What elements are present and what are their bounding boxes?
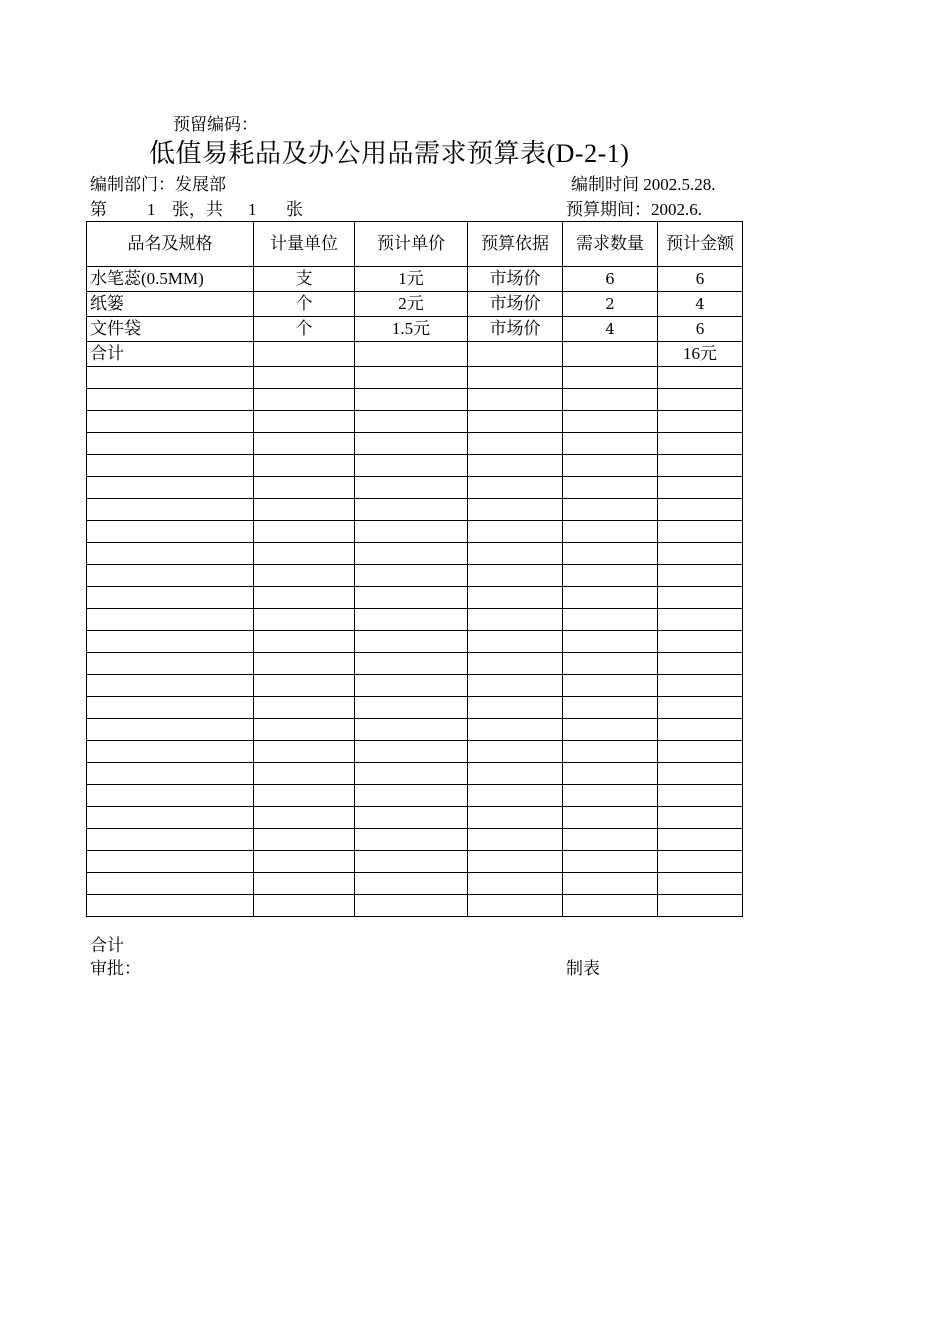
empty-cell <box>254 829 355 851</box>
empty-cell <box>658 631 743 653</box>
table-row <box>87 292 743 317</box>
empty-cell <box>563 719 658 741</box>
empty-cell <box>87 807 254 829</box>
cell-unit: 支 <box>254 267 355 292</box>
empty-cell <box>254 653 355 675</box>
cell-unit: 个 <box>254 292 355 317</box>
header-item-name: 品名及规格 <box>87 222 254 267</box>
empty-cell <box>87 455 254 477</box>
empty-cell <box>355 609 468 631</box>
empty-cell <box>87 631 254 653</box>
empty-cell <box>658 785 743 807</box>
empty-cell <box>658 807 743 829</box>
empty-cell <box>87 829 254 851</box>
empty-cell <box>658 389 743 411</box>
empty-cell <box>87 741 254 763</box>
header-amount: 预计金额 <box>658 222 743 267</box>
cell-total-amount: 16元 <box>658 342 743 367</box>
empty-cell <box>87 389 254 411</box>
empty-cell <box>355 697 468 719</box>
empty-cell <box>254 609 355 631</box>
cell-amount: 6 <box>658 267 743 292</box>
empty-cell <box>355 675 468 697</box>
empty-cell <box>254 851 355 873</box>
cell-item-name: 纸篓 <box>87 292 254 317</box>
empty-cell <box>658 499 743 521</box>
empty-cell <box>563 609 658 631</box>
empty-table-row <box>87 367 743 389</box>
empty-cell <box>468 763 563 785</box>
empty-cell <box>254 587 355 609</box>
empty-cell <box>87 697 254 719</box>
empty-cell <box>563 675 658 697</box>
empty-cell <box>468 785 563 807</box>
empty-cell <box>355 477 468 499</box>
empty-cell <box>254 697 355 719</box>
empty-cell <box>563 807 658 829</box>
table-row <box>87 267 743 292</box>
empty-cell <box>658 543 743 565</box>
empty-cell <box>254 367 355 389</box>
empty-table-row <box>87 653 743 675</box>
empty-cell <box>87 719 254 741</box>
empty-cell <box>87 543 254 565</box>
empty-cell <box>563 895 658 917</box>
empty-cell <box>468 499 563 521</box>
empty-cell <box>658 609 743 631</box>
empty-table-row <box>87 697 743 719</box>
empty-table-row <box>87 455 743 477</box>
empty-cell <box>563 477 658 499</box>
empty-cell <box>355 719 468 741</box>
approve-label: 审批： <box>90 959 141 978</box>
empty-cell <box>658 587 743 609</box>
empty-cell <box>658 851 743 873</box>
empty-cell <box>658 697 743 719</box>
empty-cell <box>563 829 658 851</box>
empty-cell <box>254 873 355 895</box>
empty-cell <box>87 587 254 609</box>
empty-cell <box>468 433 563 455</box>
empty-cell <box>658 741 743 763</box>
empty-cell <box>658 675 743 697</box>
prepared-by-label: 制表 <box>566 959 600 978</box>
empty-cell <box>355 455 468 477</box>
empty-cell <box>87 499 254 521</box>
empty-cell <box>563 741 658 763</box>
empty-cell <box>563 543 658 565</box>
empty-cell <box>355 895 468 917</box>
empty-cell <box>468 565 563 587</box>
cell-quantity: 4 <box>563 317 658 342</box>
empty-cell <box>87 433 254 455</box>
empty-cell <box>468 697 563 719</box>
empty-table-row <box>87 543 743 565</box>
empty-cell <box>355 873 468 895</box>
empty-cell <box>563 763 658 785</box>
empty-table-row <box>87 741 743 763</box>
empty-cell <box>468 521 563 543</box>
empty-cell <box>254 763 355 785</box>
empty-cell <box>355 587 468 609</box>
empty-cell <box>468 873 563 895</box>
cell-quantity <box>563 342 658 367</box>
empty-cell <box>658 829 743 851</box>
empty-cell <box>355 367 468 389</box>
empty-cell <box>468 741 563 763</box>
empty-cell <box>563 653 658 675</box>
empty-cell <box>355 829 468 851</box>
page-title: 低值易耗品及办公用品需求预算表(D-2-1) <box>149 139 630 168</box>
empty-cell <box>658 477 743 499</box>
empty-cell <box>254 785 355 807</box>
empty-cell <box>355 521 468 543</box>
empty-cell <box>87 367 254 389</box>
empty-cell <box>254 521 355 543</box>
empty-cell <box>254 411 355 433</box>
empty-cell <box>468 829 563 851</box>
empty-cell <box>87 895 254 917</box>
empty-cell <box>254 389 355 411</box>
empty-cell <box>355 763 468 785</box>
empty-cell <box>563 433 658 455</box>
empty-table-row <box>87 433 743 455</box>
empty-cell <box>563 851 658 873</box>
empty-table-row <box>87 719 743 741</box>
sheet-total-number: 1 <box>248 200 257 219</box>
table-total-row <box>87 342 743 367</box>
empty-table-row <box>87 807 743 829</box>
cell-basis: 市场价 <box>468 267 563 292</box>
empty-cell <box>658 521 743 543</box>
empty-table-row <box>87 499 743 521</box>
sheet-di-label: 第 <box>90 200 107 219</box>
empty-table-row <box>87 609 743 631</box>
empty-table-row <box>87 675 743 697</box>
empty-cell <box>563 499 658 521</box>
cell-basis: 市场价 <box>468 317 563 342</box>
empty-cell <box>658 367 743 389</box>
empty-cell <box>563 389 658 411</box>
empty-cell <box>355 631 468 653</box>
cell-amount: 4 <box>658 292 743 317</box>
empty-cell <box>87 763 254 785</box>
empty-table-row <box>87 587 743 609</box>
cell-quantity: 6 <box>563 267 658 292</box>
empty-cell <box>254 807 355 829</box>
empty-cell <box>355 741 468 763</box>
empty-cell <box>468 653 563 675</box>
empty-cell <box>254 455 355 477</box>
empty-cell <box>468 367 563 389</box>
empty-table-row <box>87 851 743 873</box>
empty-cell <box>87 873 254 895</box>
empty-cell <box>563 587 658 609</box>
reserve-code-label: 预留编码： <box>173 115 258 134</box>
empty-cell <box>355 785 468 807</box>
empty-cell <box>355 565 468 587</box>
empty-cell <box>658 895 743 917</box>
empty-cell <box>658 411 743 433</box>
cell-unit-price <box>355 342 468 367</box>
empty-cell <box>355 499 468 521</box>
empty-cell <box>254 895 355 917</box>
empty-cell <box>563 785 658 807</box>
empty-cell <box>355 807 468 829</box>
empty-cell <box>658 719 743 741</box>
empty-table-row <box>87 631 743 653</box>
empty-cell <box>468 455 563 477</box>
empty-table-row <box>87 895 743 917</box>
empty-cell <box>468 609 563 631</box>
sheet-zhang-label: 张 <box>286 200 303 219</box>
cell-basis <box>468 342 563 367</box>
empty-cell <box>658 455 743 477</box>
empty-cell <box>563 367 658 389</box>
empty-cell <box>468 895 563 917</box>
empty-cell <box>658 565 743 587</box>
table-row <box>87 317 743 342</box>
empty-cell <box>254 499 355 521</box>
empty-cell <box>658 433 743 455</box>
cell-total-label: 合计 <box>87 342 254 367</box>
empty-cell <box>355 389 468 411</box>
empty-table-row <box>87 389 743 411</box>
department-label: 编制部门：发展部 <box>90 175 226 194</box>
empty-cell <box>87 675 254 697</box>
empty-cell <box>563 565 658 587</box>
empty-table-row <box>87 829 743 851</box>
empty-cell <box>254 631 355 653</box>
empty-cell <box>468 477 563 499</box>
empty-cell <box>87 609 254 631</box>
empty-cell <box>468 411 563 433</box>
empty-cell <box>87 653 254 675</box>
header-basis: 预算依据 <box>468 222 563 267</box>
empty-cell <box>87 521 254 543</box>
cell-item-name: 文件袋 <box>87 317 254 342</box>
empty-cell <box>468 719 563 741</box>
sheet-zhang-gong-label: 张，共 <box>172 200 223 219</box>
header-quantity: 需求数量 <box>563 222 658 267</box>
date-label: 编制时间 2002.5.28. <box>571 175 716 194</box>
empty-cell <box>254 675 355 697</box>
table-header-row <box>87 222 743 267</box>
empty-cell <box>254 565 355 587</box>
empty-table-row <box>87 411 743 433</box>
sheet-page-number: 1 <box>147 200 156 219</box>
empty-cell <box>87 851 254 873</box>
empty-cell <box>87 785 254 807</box>
empty-table-row <box>87 763 743 785</box>
empty-cell <box>254 719 355 741</box>
empty-cell <box>563 455 658 477</box>
cell-basis: 市场价 <box>468 292 563 317</box>
empty-cell <box>254 433 355 455</box>
empty-cell <box>658 763 743 785</box>
cell-unit-price: 2元 <box>355 292 468 317</box>
empty-cell <box>87 477 254 499</box>
empty-table-row <box>87 521 743 543</box>
empty-cell <box>658 653 743 675</box>
empty-table-row <box>87 477 743 499</box>
empty-cell <box>87 565 254 587</box>
period-label: 预算期间：2002.6. <box>566 200 702 219</box>
cell-unit: 个 <box>254 317 355 342</box>
empty-cell <box>254 543 355 565</box>
empty-cell <box>563 697 658 719</box>
empty-table-row <box>87 565 743 587</box>
empty-cell <box>254 477 355 499</box>
empty-cell <box>468 543 563 565</box>
empty-cell <box>658 873 743 895</box>
header-unit-price: 预计单价 <box>355 222 468 267</box>
empty-cell <box>355 851 468 873</box>
empty-table-row <box>87 785 743 807</box>
cell-item-name: 水笔蕊(0.5MM) <box>87 267 254 292</box>
budget-table <box>86 221 743 917</box>
empty-cell <box>355 543 468 565</box>
cell-quantity: 2 <box>563 292 658 317</box>
empty-cell <box>563 411 658 433</box>
cell-unit-price: 1.5元 <box>355 317 468 342</box>
header-unit: 计量单位 <box>254 222 355 267</box>
empty-cell <box>563 521 658 543</box>
cell-unit <box>254 342 355 367</box>
empty-cell <box>468 807 563 829</box>
empty-cell <box>468 851 563 873</box>
empty-cell <box>563 873 658 895</box>
empty-cell <box>468 587 563 609</box>
empty-cell <box>355 411 468 433</box>
footer-total-label: 合计 <box>90 936 124 955</box>
empty-cell <box>87 411 254 433</box>
cell-unit-price: 1元 <box>355 267 468 292</box>
cell-amount: 6 <box>658 317 743 342</box>
empty-cell <box>468 631 563 653</box>
empty-cell <box>468 675 563 697</box>
empty-cell <box>355 653 468 675</box>
empty-table-row <box>87 873 743 895</box>
empty-cell <box>254 741 355 763</box>
empty-cell <box>563 631 658 653</box>
empty-cell <box>355 433 468 455</box>
empty-cell <box>468 389 563 411</box>
